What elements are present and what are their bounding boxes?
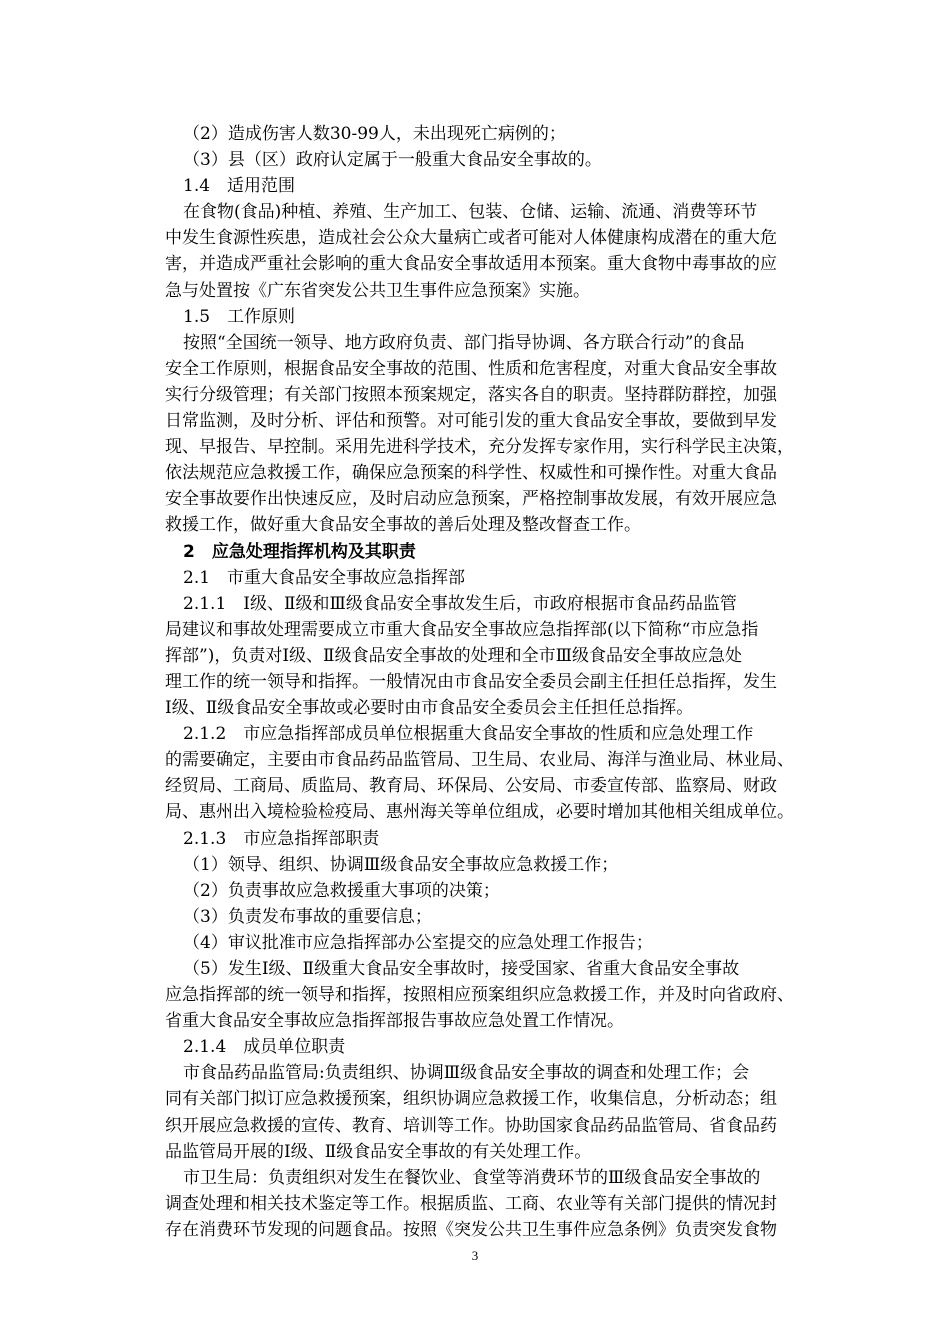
chapter-heading-2: 2 应急处理指挥机构及其职责 — [183, 541, 416, 562]
paragraph-line: 安全工作原则，根据食品安全事故的范围、性质和危害程度，对重大食品安全事故 — [165, 358, 777, 379]
paragraph-line: 市食品药品监管局:负责组织、协调Ⅲ级食品安全事故的调查和处理工作；会 — [183, 1063, 750, 1084]
paragraph-line: 品监管局开展的Ⅰ级、Ⅱ级食品安全事故的有关处理工作。 — [165, 1141, 592, 1162]
paragraph-line: 调查处理和相关技术鉴定等工作。根据质监、工商、农业等有关部门提供的情况封 — [165, 1193, 777, 1214]
paragraph-line: 在食物(食品)种植、养殖、生产加工、包装、仓储、运输、流通、消费等环节 — [183, 202, 758, 223]
paragraph-line: 救援工作，做好重大食品安全事故的善后处理及整改督查工作。 — [165, 515, 641, 536]
page-number: 3 — [471, 1248, 479, 1263]
paragraph-line: 应急指挥部的统一领导和指挥，按照相应预案组织应急救援工作，并及时向省政府、 — [165, 985, 794, 1006]
paragraph-line: 2.1.2 市应急指挥部成员单位根据重大食品安全事故的性质和应急处理工作 — [183, 724, 754, 745]
paragraph-line: 中发生食源性疾患，造成社会公众大量病亡或者可能对人体健康构成潜在的重大危 — [165, 228, 777, 249]
document-body — [165, 121, 845, 1243]
paragraph-line: 局建议和事故处理需要成立市重大食品安全事故应急指挥部(以下简称“市应急指 — [165, 619, 759, 640]
paragraph-line: 经贸局、工商局、质监局、教育局、环保局、公安局、市委宣传部、监察局、财政 — [165, 776, 777, 797]
list-item: （4）审议批准市应急指挥部办公室提交的应急处理工作报告； — [183, 932, 653, 953]
list-item: （3）负责发布事故的重要信息； — [183, 906, 432, 927]
paragraph-line: 市卫生局：负责组织对发生在餐饮业、食堂等消费环节的Ⅲ级食品安全事故的 — [183, 1167, 761, 1188]
paragraph-line: 依法规范应急救援工作，确保应急预案的科学性、权威性和可操作性。对重大食品 — [165, 463, 777, 484]
section-heading-2-1: 2.1 市重大食品安全事故应急指挥部 — [183, 567, 466, 588]
list-item-2: （2）造成伤害人数30-99人，未出现死亡病例的； — [183, 124, 566, 144]
paragraph-line: 存在消费环节发现的问题食品。按照《突发公共卫生事件应急条例》负责突发食物 — [165, 1219, 777, 1240]
paragraph-line: 害，并造成严重社会影响的重大食品安全事故适用本预案。重大食物中毒事故的应 — [165, 254, 777, 275]
paragraph-line: 同有关部门拟订应急救援预案，组织协调应急救援工作，收集信息，分析动态；组 — [165, 1089, 777, 1110]
paragraph-line: 织开展应急救援的宣传、教育、培训等工作。协助国家食品药品监管局、省食品药 — [165, 1115, 777, 1136]
paragraph-line: 按照“全国统一领导、地方政府负责、部门指导协调、各方联合行动”的食品 — [183, 332, 745, 353]
paragraph-line: 挥部”)，负责对Ⅰ级、Ⅱ级食品安全事故的处理和全市Ⅲ级食品安全事故应急处 — [165, 645, 742, 666]
section-heading-2-1-4: 2.1.4 成员单位职责 — [183, 1037, 346, 1058]
section-heading-1-5: 1.5 工作原则 — [183, 306, 296, 327]
list-item: （2）负责事故应急救援重大事项的决策； — [183, 880, 500, 901]
paragraph-line: 理工作的统一领导和指挥。一般情况由市食品安全委员会副主任担任总指挥，发生 — [165, 671, 777, 692]
paragraph-line: 2.1.1 Ⅰ级、Ⅱ级和Ⅲ级食品安全事故发生后，市政府根据市食品药品监管 — [183, 593, 737, 614]
paragraph-line: 安全事故要作出快速反应，及时启动应急预案，严格控制事故发展，有效开展应急 — [165, 489, 777, 510]
paragraph-line: 实行分级管理；有关部门按照本预案规定，落实各自的职责。坚持群防群控，加强 — [165, 384, 777, 405]
list-item: （1）领导、组织、协调Ⅲ级食品安全事故应急救援工作； — [183, 854, 619, 875]
paragraph-line: 现、早报告、早控制。采用先进科学技术，充分发挥专家作用，实行科学民主决策， — [165, 437, 794, 458]
paragraph-line: Ⅰ级、Ⅱ级食品安全事故或必要时由市食品安全委员会主任担任总指挥。 — [165, 698, 694, 719]
paragraph-line: 的需要确定，主要由市食品药品监管局、卫生局、农业局、海洋与渔业局、林业局、 — [165, 750, 794, 771]
paragraph-line: 省重大食品安全事故应急指挥部报告事故应急处置工作情况。 — [165, 1011, 624, 1032]
paragraph-line: 日常监测，及时分析、评估和预警。对可能引发的重大食品安全事故，要做到早发 — [165, 411, 777, 432]
paragraph-line: 局、惠州出入境检验检疫局、惠州海关等单位组成，必要时增加其他相关组成单位。 — [165, 802, 794, 823]
list-item: （5）发生Ⅰ级、Ⅱ级重大食品安全事故时，接受国家、省重大食品安全事故 — [183, 959, 740, 979]
section-heading-2-1-3: 2.1.3 市应急指挥部职责 — [183, 828, 380, 849]
section-heading-1-4: 1.4 适用范围 — [183, 176, 296, 197]
list-item-3: （3）县（区）政府认定属于一般重大食品安全事故的。 — [183, 150, 602, 171]
paragraph-line: 急与处置按《广东省突发公共卫生事件应急预案》实施。 — [165, 280, 590, 301]
